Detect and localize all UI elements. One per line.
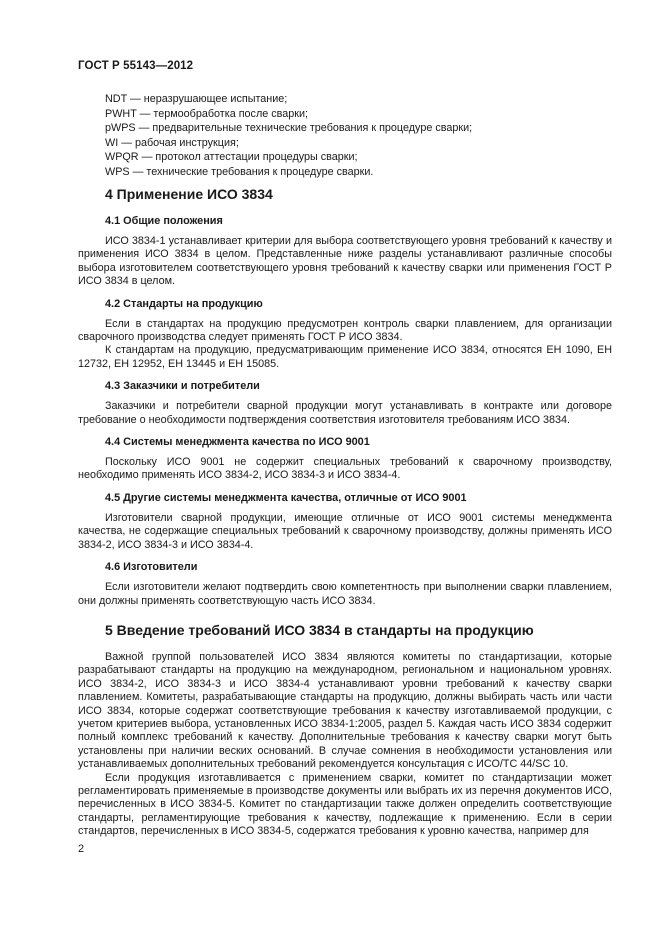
section-5-title: 5 Введение требований ИСО 3834 в стандарты на продукцию [105, 621, 534, 638]
abbreviation-item: NDT — неразрушающее испытание; [105, 93, 288, 105]
section-4-1-title: 4.1 Общие положения [105, 215, 223, 227]
abbreviation-item: pWPS — предварительные технические требования к процедуре сварки; [105, 122, 473, 135]
page-number: 2 [78, 843, 85, 855]
abbreviation-item: WPS — технические требования к процедуре сварки. [105, 165, 374, 178]
paragraph: Поскольку ИСО 9001 не содержит специальных требований к сварочному производству, необходимо применять ИСО 3834-2, ИСО 3834-3 и ИСО 3834-4. [78, 456, 612, 482]
main-content [78, 186, 612, 848]
section-4-6-title: 4.6 Изготовители [105, 561, 198, 574]
paragraph: Если в стандартах на продукцию предусмотрен контроль сварки плавлением, для организации сварочного производства следует применять ГОСТ Р ИСО 3834. [78, 317, 612, 344]
abbreviation-item: WPQR — протокол аттестации процедуры сварки; [105, 151, 358, 164]
paragraph: Заказчики и потребители сварной продукции могут устанавливать в контракте или договоре требование о необходимости подтверждения соответствия изготовителя требованиям ИСО 3834. [78, 400, 612, 426]
abbreviation-item: PWHT — термообработка после сварки; [105, 107, 309, 120]
abbreviation-item: WI — рабочая инструкция; [105, 136, 239, 149]
paragraph: Если продукция изготавливается с применением сварки, комитет по стандартизации может регламентировать применяемые в производстве документы или выбрать их из перечня документов ИСО, перечисленных в ИСО 3834-5. Комитет по стандартизации также должен определить соответствующие стандарты, регламентирующие требования к качеству, подлежащие к применению. Если в серии стандартов, перечисленных в ИСО 3834-5, содержатся требования к уровню качества, например для [78, 771, 612, 838]
paragraph: Изготовители сварной продукции, имеющие отличные от ИСО 9001 системы менеджмента качества, не содержащие специальных требований к сварочному производству, должны применять ИСО 3834-2, ИСО 3834-3 и ИСО 3834-4. [78, 511, 612, 551]
section-4-5-title: 4.5 Другие системы менеджмента качества, отличные от ИСО 9001 [105, 491, 467, 504]
paragraph: Важной группой пользователей ИСО 3834 являются комитеты по стандартизации, которые разрабатывают стандарты на продукцию на международном, региональном и национальном уровнях. ИСО 3834-2, ИСО 3834-3 и ИСО 3834-4 устанавливают уровни требований к качеству сварки плавлением. Комитеты, разрабатывающие стандарты на продукцию, должны выбирать часть или части ИСО 3834, которые содержат соответствующие требования к качеству изготавливаемой продукции, с учетом критериев выбора, установленных ИСО 3834-1:2005, раздел 5. Каждая часть ИСО 3834 содержит полный комплекс требований к качеству. Дополнительные требования к качеству сварки могут быть установлены при наличии веских оснований. В случае сомнения в необходимости установления или устанавливаемых дополнительных требований рекомендуется консультация с ИСО/ТС 44/SC 10. [78, 650, 612, 771]
paragraph: Если изготовители желают подтвердить свою компетентность при выполнении сварки плавлением, они должны применять соответствующую часть ИСО 3834. [78, 581, 612, 607]
standard-header: ГОСТ Р 55143—2012 [78, 60, 194, 72]
section-4-title: 4 Применение ИСО 3834 [105, 186, 273, 202]
abbreviation-list [105, 92, 472, 180]
paragraph: К стандартам на продукцию, предусматривающим применение ИСО 3834, относятся ЕН 1090, ЕН 12732, ЕН 12952, ЕН 13445 и ЕН 15085. [78, 344, 612, 370]
section-4-2-title: 4.2 Стандарты на продукцию [105, 297, 263, 310]
section-4-4-title: 4.4 Системы менеджмента качества по ИСО 9001 [105, 436, 370, 449]
paragraph: ИСО 3834-1 устанавливает критерии для выбора соответствующего уровня требований к качеству и применения ИСО 3834 в целом. Представленные ниже разделы устанавливают различные способы выбора изготовителем соответствующего уровня требований к качеству сварки или применения ГОСТ Р ИСО 3834 в целом. [78, 235, 612, 288]
section-4-3-title: 4.3 Заказчики и потребители [105, 380, 260, 393]
